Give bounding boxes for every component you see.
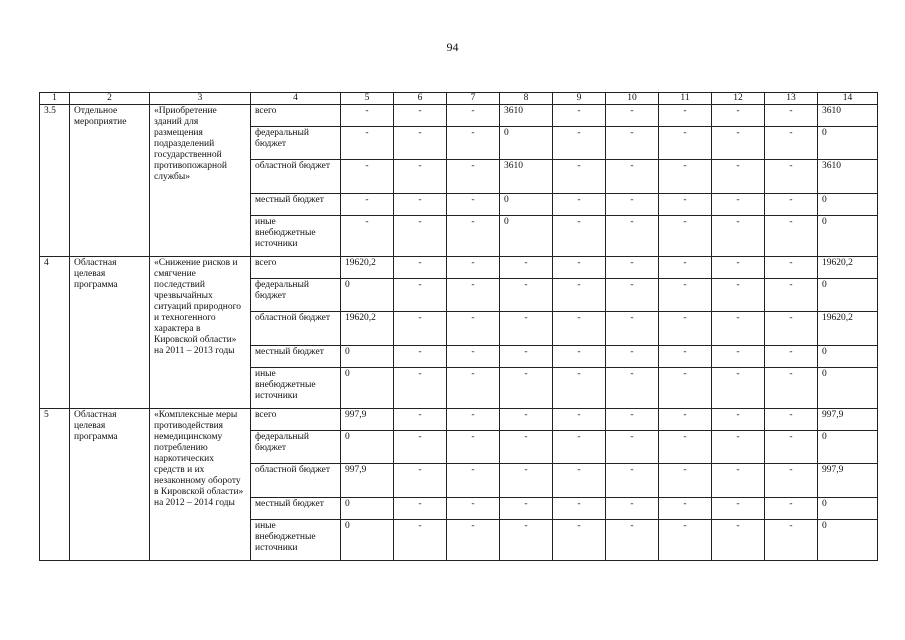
value-cell: - [765, 520, 818, 561]
value-cell: - [447, 160, 500, 194]
column-header: 3 [150, 93, 251, 105]
value-cell: - [659, 346, 712, 368]
value-cell: 19620,2 [341, 257, 394, 279]
value-cell: - [500, 279, 553, 312]
value-cell: - [394, 127, 447, 160]
value-cell: - [553, 431, 606, 464]
value-cell: - [500, 409, 553, 431]
value-cell: - [447, 279, 500, 312]
value-cell: - [712, 431, 765, 464]
value-cell: - [447, 498, 500, 520]
value-cell: 997,9 [341, 409, 394, 431]
value-cell: - [606, 279, 659, 312]
value-cell: 3610 [500, 160, 553, 194]
value-cell: 19620,2 [818, 257, 878, 279]
value-cell: - [394, 409, 447, 431]
funding-source: всего [251, 409, 341, 431]
value-cell: - [394, 346, 447, 368]
value-cell: - [500, 368, 553, 409]
value-cell: - [553, 464, 606, 498]
value-cell: - [447, 431, 500, 464]
value-cell: - [394, 520, 447, 561]
value-cell: - [659, 431, 712, 464]
value-cell: - [553, 520, 606, 561]
row-number: 3.5 [40, 105, 70, 257]
table-row [40, 257, 878, 279]
value-cell: - [765, 431, 818, 464]
value-cell: - [606, 127, 659, 160]
value-cell: - [394, 368, 447, 409]
column-header: 9 [553, 93, 606, 105]
value-cell: 3610 [818, 105, 878, 127]
value-cell: - [659, 464, 712, 498]
value-cell: 0 [818, 127, 878, 160]
measure-type: Отдельное мероприятие [70, 105, 150, 257]
funding-source: местный бюджет [251, 498, 341, 520]
value-cell: - [765, 464, 818, 498]
column-header: 12 [712, 93, 765, 105]
value-cell: - [553, 368, 606, 409]
column-header: 4 [251, 93, 341, 105]
value-cell: 0 [341, 498, 394, 520]
value-cell: - [553, 105, 606, 127]
value-cell: 0 [818, 498, 878, 520]
value-cell: - [606, 498, 659, 520]
value-cell: - [712, 520, 765, 561]
column-header: 1 [40, 93, 70, 105]
value-cell: - [394, 216, 447, 257]
value-cell: 3610 [818, 160, 878, 194]
value-cell: - [606, 312, 659, 346]
value-cell: - [765, 346, 818, 368]
value-cell: 0 [341, 368, 394, 409]
funding-source: иные внебюджетные источники [251, 520, 341, 561]
value-cell: 3610 [500, 105, 553, 127]
value-cell: - [500, 498, 553, 520]
value-cell: - [500, 257, 553, 279]
value-cell: - [765, 368, 818, 409]
column-header: 7 [447, 93, 500, 105]
value-cell: - [394, 105, 447, 127]
value-cell: - [659, 194, 712, 216]
value-cell: - [659, 216, 712, 257]
column-header: 5 [341, 93, 394, 105]
value-cell: - [553, 127, 606, 160]
value-cell: 0 [818, 368, 878, 409]
measure-name: «Приобретение зданий для размещения подразделений государственной противопожарной службы» [150, 105, 251, 257]
value-cell: - [394, 312, 447, 346]
value-cell: - [765, 105, 818, 127]
value-cell: - [553, 160, 606, 194]
value-cell: - [341, 127, 394, 160]
value-cell: - [447, 105, 500, 127]
funding-source: местный бюджет [251, 346, 341, 368]
funding-source: федеральный бюджет [251, 279, 341, 312]
value-cell: - [553, 498, 606, 520]
value-cell: - [553, 257, 606, 279]
funding-source: всего [251, 105, 341, 127]
funding-source: областной бюджет [251, 464, 341, 498]
funding-source: федеральный бюджет [251, 127, 341, 160]
value-cell: - [765, 409, 818, 431]
column-header: 8 [500, 93, 553, 105]
value-cell: - [341, 105, 394, 127]
value-cell: - [447, 312, 500, 346]
value-cell: - [500, 312, 553, 346]
value-cell: - [765, 216, 818, 257]
value-cell: - [553, 216, 606, 257]
value-cell: - [606, 464, 659, 498]
value-cell: - [394, 431, 447, 464]
value-cell: - [712, 257, 765, 279]
value-cell: - [606, 194, 659, 216]
column-header: 11 [659, 93, 712, 105]
value-cell: - [659, 127, 712, 160]
value-cell: - [765, 279, 818, 312]
value-cell: - [606, 520, 659, 561]
value-cell: - [447, 194, 500, 216]
value-cell: - [765, 498, 818, 520]
value-cell: 0 [341, 431, 394, 464]
column-header: 2 [70, 93, 150, 105]
value-cell: - [447, 368, 500, 409]
value-cell: 997,9 [341, 464, 394, 498]
value-cell: - [712, 279, 765, 312]
table-row [40, 409, 878, 431]
value-cell: - [447, 257, 500, 279]
value-cell: 0 [818, 279, 878, 312]
value-cell: 997,9 [818, 409, 878, 431]
value-cell: - [553, 409, 606, 431]
column-header: 6 [394, 93, 447, 105]
value-cell: - [447, 216, 500, 257]
value-cell: - [765, 194, 818, 216]
value-cell: - [394, 194, 447, 216]
funding-source: местный бюджет [251, 194, 341, 216]
column-header: 13 [765, 93, 818, 105]
value-cell: - [447, 520, 500, 561]
value-cell: - [712, 312, 765, 346]
value-cell: 0 [818, 194, 878, 216]
value-cell: - [659, 160, 712, 194]
measure-name: «Снижение рисков и смягчение последствий чрезвычайных ситуаций природного и техногенного характера в Кировской области» на 2011 – 2013 годы [150, 257, 251, 409]
value-cell: - [553, 194, 606, 216]
value-cell: - [712, 127, 765, 160]
measure-type: Областная целевая программа [70, 409, 150, 561]
value-cell: - [712, 160, 765, 194]
budget-table [39, 92, 878, 561]
value-cell: - [659, 312, 712, 346]
value-cell: 0 [818, 346, 878, 368]
value-cell: - [553, 346, 606, 368]
value-cell: - [500, 431, 553, 464]
value-cell: - [500, 520, 553, 561]
value-cell: 0 [500, 127, 553, 160]
value-cell: 0 [818, 216, 878, 257]
funding-source: областной бюджет [251, 312, 341, 346]
value-cell: 0 [818, 431, 878, 464]
value-cell: - [659, 368, 712, 409]
measure-name: «Комплексные меры противодействия немедицинскому потреблению наркотических средств и их незаконному обороту в Кировской области» на 2012 – 2014 годы [150, 409, 251, 561]
funding-source: всего [251, 257, 341, 279]
value-cell: - [712, 498, 765, 520]
value-cell: - [712, 105, 765, 127]
value-cell: - [765, 127, 818, 160]
value-cell: - [500, 464, 553, 498]
funding-source: иные внебюджетные источники [251, 368, 341, 409]
value-cell: - [447, 464, 500, 498]
value-cell: - [606, 160, 659, 194]
value-cell: - [659, 498, 712, 520]
value-cell: - [500, 346, 553, 368]
value-cell: - [659, 409, 712, 431]
value-cell: - [659, 279, 712, 312]
value-cell: - [606, 257, 659, 279]
value-cell: - [765, 160, 818, 194]
value-cell: 0 [341, 346, 394, 368]
value-cell: - [606, 431, 659, 464]
value-cell: - [553, 279, 606, 312]
value-cell: - [712, 368, 765, 409]
value-cell: - [553, 312, 606, 346]
value-cell: - [765, 312, 818, 346]
header-row [40, 93, 878, 105]
value-cell: - [712, 346, 765, 368]
value-cell: - [341, 216, 394, 257]
value-cell: - [606, 409, 659, 431]
value-cell: 0 [341, 520, 394, 561]
value-cell: - [606, 368, 659, 409]
value-cell: - [659, 257, 712, 279]
funding-source: областной бюджет [251, 160, 341, 194]
value-cell: 0 [341, 279, 394, 312]
value-cell: 997,9 [818, 464, 878, 498]
table-row [40, 105, 878, 127]
value-cell: - [341, 160, 394, 194]
value-cell: 0 [500, 216, 553, 257]
value-cell: 0 [818, 520, 878, 561]
column-header: 14 [818, 93, 878, 105]
value-cell: - [659, 520, 712, 561]
page-number: 94 [446, 40, 459, 54]
value-cell: - [712, 464, 765, 498]
row-number: 5 [40, 409, 70, 561]
value-cell: - [712, 216, 765, 257]
value-cell: - [394, 464, 447, 498]
value-cell: - [447, 409, 500, 431]
value-cell: - [394, 279, 447, 312]
row-number: 4 [40, 257, 70, 409]
value-cell: - [712, 409, 765, 431]
funding-source: федеральный бюджет [251, 431, 341, 464]
column-header: 10 [606, 93, 659, 105]
value-cell: - [606, 105, 659, 127]
measure-type: Областная целевая программа [70, 257, 150, 409]
value-cell: - [447, 346, 500, 368]
value-cell: - [447, 127, 500, 160]
value-cell: 0 [500, 194, 553, 216]
funding-source: иные внебюджетные источники [251, 216, 341, 257]
value-cell: - [606, 346, 659, 368]
value-cell: 19620,2 [341, 312, 394, 346]
value-cell: - [394, 498, 447, 520]
value-cell: 19620,2 [818, 312, 878, 346]
value-cell: - [394, 160, 447, 194]
value-cell: - [765, 257, 818, 279]
value-cell: - [394, 257, 447, 279]
value-cell: - [606, 216, 659, 257]
value-cell: - [341, 194, 394, 216]
value-cell: - [712, 194, 765, 216]
value-cell: - [659, 105, 712, 127]
